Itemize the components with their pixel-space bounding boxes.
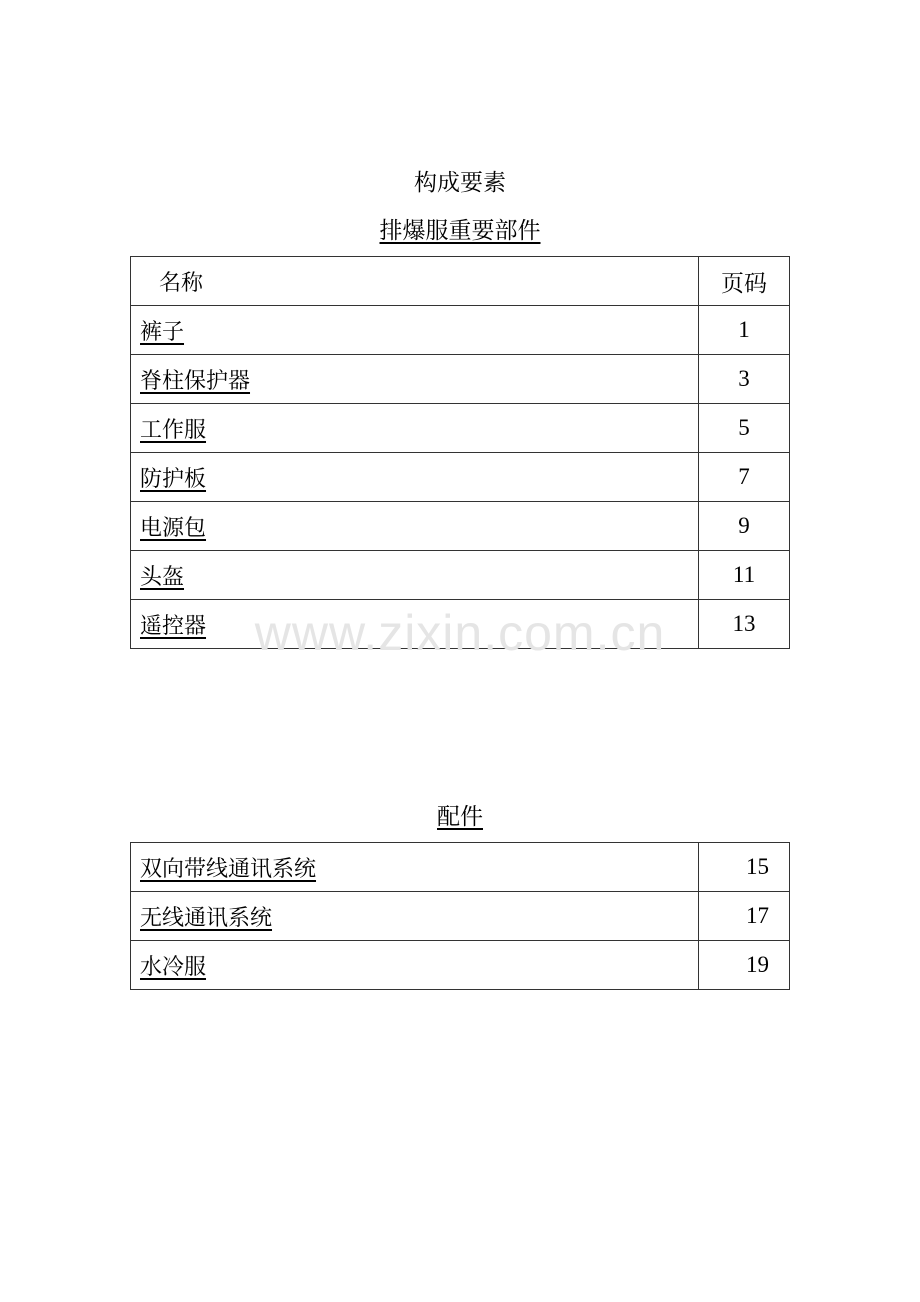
page-number: 9 xyxy=(699,502,790,551)
accessory-link[interactable]: 无线通讯系统 xyxy=(140,905,273,931)
part-link[interactable]: 电源包 xyxy=(140,515,207,541)
page-number: 15 xyxy=(699,843,790,892)
part-link[interactable]: 工作服 xyxy=(140,417,207,443)
page-number: 13 xyxy=(699,600,790,649)
main-parts-table xyxy=(130,256,790,649)
page-number: 17 xyxy=(699,892,790,941)
accessory-link[interactable]: 双向带线通讯系统 xyxy=(140,856,317,882)
section-title-accessories: 配件 xyxy=(437,804,483,830)
header-page: 页码 xyxy=(699,257,790,306)
watermark: www.zixin.com.cn xyxy=(254,605,666,661)
part-link[interactable]: 防护板 xyxy=(140,466,207,492)
header-name: 名称 xyxy=(131,257,699,306)
table-header-row xyxy=(131,257,790,306)
accessories-table xyxy=(130,842,790,990)
table-row xyxy=(131,892,790,941)
table-row xyxy=(131,306,790,355)
page-number: 19 xyxy=(699,941,790,990)
table-row xyxy=(131,843,790,892)
document-title: 构成要素 xyxy=(414,170,506,196)
page-number: 7 xyxy=(699,453,790,502)
part-link[interactable]: 裤子 xyxy=(140,319,185,345)
part-link[interactable]: 脊柱保护器 xyxy=(140,368,251,394)
page-number: 11 xyxy=(699,551,790,600)
table-row xyxy=(131,453,790,502)
page-number: 5 xyxy=(699,404,790,453)
table-row xyxy=(131,600,790,649)
page-number: 3 xyxy=(699,355,790,404)
table-row xyxy=(131,551,790,600)
table-row xyxy=(131,502,790,551)
table-row xyxy=(131,355,790,404)
accessory-link[interactable]: 水冷服 xyxy=(140,954,207,980)
part-link[interactable]: 遥控器 xyxy=(140,613,207,639)
part-link[interactable]: 头盔 xyxy=(140,564,185,590)
section-title-main-parts: 排爆服重要部件 xyxy=(379,218,541,244)
table-row xyxy=(131,941,790,990)
table-row xyxy=(131,404,790,453)
page-number: 1 xyxy=(699,306,790,355)
